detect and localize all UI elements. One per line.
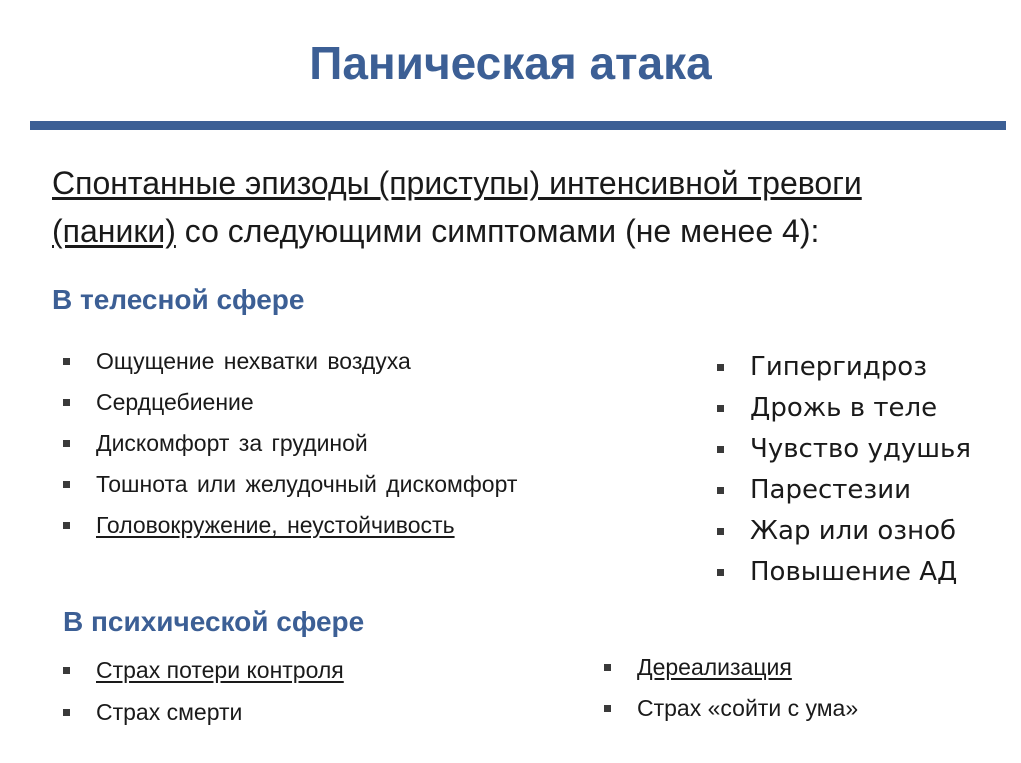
bullet-icon: [63, 709, 70, 716]
symptom-label: Тошнота или желудочный дискомфорт: [96, 471, 518, 497]
symptom-label: Дискомфорт за грудиной: [96, 430, 368, 456]
list-item: [63, 510, 517, 551]
symptom-label: Страх «сойти с ума»: [637, 695, 859, 721]
bullet-icon: [63, 667, 70, 674]
symptom-label: Страх смерти: [96, 699, 243, 725]
bullet-icon: [63, 358, 70, 365]
psychic-symptoms-right: [604, 652, 858, 734]
symptom-label: Жар или озноб: [750, 516, 957, 546]
bullet-icon: [63, 481, 70, 488]
list-item: [717, 392, 971, 433]
bullet-icon: [604, 705, 611, 712]
somatic-symptoms-left: [63, 346, 517, 551]
bullet-icon: [604, 664, 611, 671]
somatic-heading: В телесной сфере: [52, 284, 305, 315]
list-item: [63, 387, 517, 428]
bullet-icon: [717, 569, 724, 576]
list-item: [717, 556, 971, 597]
list-item: [604, 693, 858, 734]
bullet-icon: [63, 399, 70, 406]
bullet-icon: [63, 440, 70, 447]
bullet-icon: [717, 405, 724, 412]
symptom-label: Головокружение, неустойчивость: [96, 512, 455, 538]
slide-title: Паническая атака: [309, 37, 712, 89]
list-item: [63, 346, 517, 387]
list-item: [63, 655, 344, 697]
intro-line-1: Спонтанные эпизоды (приступы) интенсивной тревоги: [52, 165, 862, 201]
bullet-icon: [717, 487, 724, 494]
intro-line-2-underlined: (паники): [52, 213, 176, 249]
list-item: [63, 697, 344, 739]
somatic-symptoms-right: [717, 351, 971, 597]
list-item: [717, 515, 971, 556]
symptom-label: Парестезии: [750, 475, 912, 505]
psychic-symptoms-left: [63, 655, 344, 739]
intro-line-2-rest: со следующими симптомами (не менее 4):: [175, 213, 820, 249]
symptom-label: Ощущение нехватки воздуха: [96, 348, 411, 374]
symptom-label: Гипергидроз: [750, 352, 928, 382]
bullet-icon: [717, 446, 724, 453]
title-divider: [30, 121, 1006, 130]
bullet-icon: [63, 522, 70, 529]
symptom-label: Дереализация: [637, 654, 792, 680]
list-item: [717, 433, 971, 474]
list-item: [63, 428, 517, 469]
bullet-icon: [717, 528, 724, 535]
psychic-heading: В психической сфере: [63, 606, 365, 637]
list-item: [717, 351, 971, 392]
symptom-label: Сердцебиение: [96, 389, 254, 415]
bullet-icon: [717, 364, 724, 371]
symptom-label: Страх потери контроля: [96, 657, 344, 683]
list-item: [604, 652, 858, 693]
list-item: [63, 469, 517, 510]
symptom-label: Повышение АД: [750, 557, 958, 587]
intro-text: [52, 159, 1002, 255]
symptom-label: Чувство удушья: [750, 434, 971, 464]
list-item: [717, 474, 971, 515]
symptom-label: Дрожь в теле: [750, 393, 938, 423]
